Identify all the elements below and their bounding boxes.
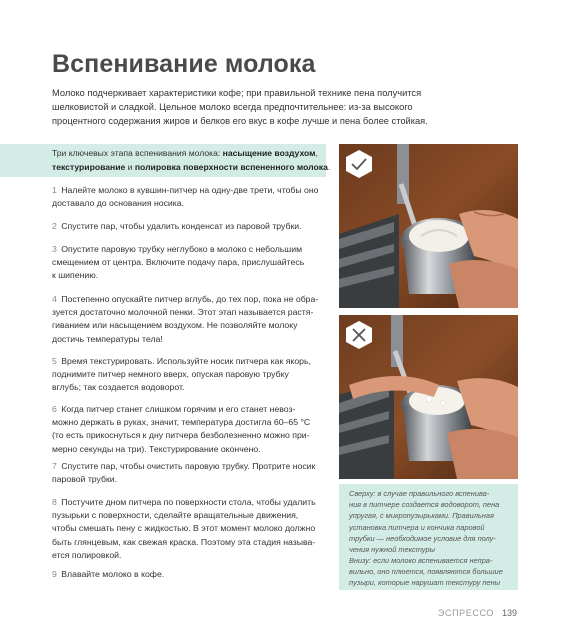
step-text: Время текстурировать. Используйте носик питчера как якорь, bbox=[61, 356, 311, 366]
step-line bbox=[52, 243, 337, 256]
step-text: (то есть прикоснуться к дну питчера безболезненно можно при- bbox=[52, 430, 310, 441]
callout-period: . bbox=[327, 161, 331, 172]
step-line bbox=[52, 368, 337, 381]
step-item bbox=[52, 403, 337, 456]
step-number: 9 bbox=[52, 569, 57, 579]
step-line bbox=[52, 460, 337, 473]
caption-line: пузыри, которые нарушат текстуру пены bbox=[349, 578, 501, 588]
page-number: 139 bbox=[501, 608, 517, 618]
step-line bbox=[52, 333, 337, 346]
caption-bottom bbox=[349, 555, 514, 589]
step-text: Опустите паровую трубку неглубоко в молоко с небольшим bbox=[61, 244, 303, 254]
step-number: 5 bbox=[52, 356, 57, 366]
step-text: пузырьки с поверхности, сделайте вращательные движения, bbox=[52, 510, 299, 521]
caption-line: Внизу: если молоко вспенивается непра- bbox=[349, 556, 493, 565]
step-item bbox=[52, 568, 337, 581]
step-line bbox=[52, 293, 337, 306]
step-line bbox=[52, 319, 337, 332]
step-text: Спустите пар, чтобы очистить паровую трубку. Протрите носик bbox=[61, 461, 316, 471]
step-line bbox=[52, 496, 337, 509]
step-line bbox=[52, 549, 337, 562]
step-line bbox=[52, 269, 337, 282]
step-line bbox=[52, 536, 337, 549]
step-item bbox=[52, 293, 337, 346]
step-text: поднимите питчер немного вверх, опуская паровую трубку bbox=[52, 369, 289, 380]
step-line bbox=[52, 306, 337, 319]
step-item bbox=[52, 460, 337, 486]
step-text: зуется достаточно молочной пенки. Этот этап называется растя- bbox=[52, 307, 314, 318]
callout-term-aeration: насыщение воздухом bbox=[222, 148, 316, 158]
step-line bbox=[52, 220, 337, 233]
callout-term-polishing: полировка поверхности вспененного молока bbox=[134, 161, 328, 172]
step-text: смещением от центра. Включите подачу пара, прислушайтесь bbox=[52, 257, 305, 268]
step-line bbox=[52, 197, 337, 210]
step-line bbox=[52, 256, 337, 269]
step-text: можно держать в руках, значит, температура достигла 60–65 °С bbox=[52, 417, 311, 428]
step-line bbox=[52, 568, 337, 581]
step-line bbox=[52, 509, 337, 522]
step-text: вглубь; так создается водоворот. bbox=[52, 382, 185, 393]
step-number: 8 bbox=[52, 497, 57, 507]
step-number: 2 bbox=[52, 221, 57, 231]
intro-line: Молоко подчеркивает характеристики кофе; при правильной технике пена получится bbox=[52, 88, 422, 98]
caption-top bbox=[349, 488, 514, 555]
step-line bbox=[52, 355, 337, 368]
step-number: 7 bbox=[52, 461, 57, 471]
callout-comma: , bbox=[315, 148, 318, 158]
step-line bbox=[52, 473, 337, 486]
callout-and: и bbox=[125, 161, 135, 172]
step-text: ется полировкой. bbox=[52, 549, 122, 560]
step-item bbox=[52, 355, 337, 395]
photo-incorrect-frothing bbox=[339, 315, 518, 479]
step-line bbox=[52, 443, 337, 456]
key-stages-callout bbox=[52, 147, 382, 174]
section-name: ЭСПРЕССО bbox=[437, 608, 494, 618]
step-item bbox=[52, 220, 337, 233]
step-text: Спустите пар, чтобы удалить конденсат из паровой трубки. bbox=[61, 221, 302, 231]
step-line bbox=[52, 381, 337, 394]
step-number: 6 bbox=[52, 404, 57, 414]
step-item bbox=[52, 243, 337, 283]
step-text: к шипению. bbox=[52, 270, 99, 281]
step-item bbox=[52, 184, 337, 210]
intro-paragraph bbox=[52, 86, 427, 128]
step-line bbox=[52, 403, 337, 416]
check-icon bbox=[344, 149, 374, 179]
step-text: паровой трубки. bbox=[52, 474, 118, 485]
step-text: доставало до основания носика. bbox=[52, 198, 185, 209]
callout-term-texturing: текстурирование bbox=[52, 161, 126, 172]
caption-line: Сверху: в случае правильного вспенива- bbox=[349, 489, 490, 498]
page-footer bbox=[438, 608, 517, 618]
caption-line: вильно, оно плюется, появляются большие bbox=[349, 567, 503, 577]
step-line bbox=[52, 184, 337, 197]
intro-line: процентного содержания жиров и белков его вкус в кофе лучше и пена более стойкая. bbox=[52, 116, 428, 126]
step-text: Когда питчер станет слишком горячим и его станет невоз- bbox=[61, 404, 296, 414]
step-line bbox=[52, 522, 337, 535]
step-text: Налейте молоко в кувшин-питчер на одну-две трети, чтобы оно bbox=[61, 185, 319, 195]
caption-line: ния в питчере создается водоворот, пена bbox=[349, 500, 500, 510]
caption-line: установка питчера и кончика паровой bbox=[349, 522, 485, 532]
step-line bbox=[52, 416, 337, 429]
photo-correct-frothing bbox=[339, 144, 518, 308]
step-number: 1 bbox=[52, 185, 57, 195]
step-line bbox=[52, 429, 337, 442]
step-text: достичь температуры тела! bbox=[52, 333, 163, 344]
callout-lead: Три ключевых этапа вспенивания молока: bbox=[52, 148, 223, 158]
step-text: мерно секунды на три). Текстурирование окончено. bbox=[52, 443, 261, 454]
intro-line: шелковистой и сладкой. Цельное молоко всегда предпочтительнее: из-за высокого bbox=[52, 102, 413, 112]
step-text: гиванием или насыщением воздухом. Не позволяйте молоку bbox=[52, 320, 298, 331]
step-text: Постучите дном питчера по поверхности стола, чтобы удалить bbox=[61, 497, 316, 507]
caption-line: трубки — необходимое условие для полу- bbox=[349, 533, 496, 543]
step-text: Постепенно опускайте питчер вглубь, до тех пор, пока не обра- bbox=[61, 294, 319, 304]
step-text: Влавайте молоко в кофе. bbox=[61, 569, 165, 579]
cross-icon bbox=[344, 320, 374, 350]
step-text: чтобы смешать пену с жидкостью. В этот момент молоко должно bbox=[52, 523, 316, 534]
caption-line: упругая, с микропузырьками. Правильная bbox=[349, 511, 494, 521]
step-item bbox=[52, 496, 337, 562]
step-text: быть глянцевым, как свежая краска. Поэтому эта стадия называ- bbox=[52, 536, 316, 547]
page-title: Вспенивание молока bbox=[52, 50, 316, 78]
step-number: 4 bbox=[52, 294, 57, 304]
step-number: 3 bbox=[52, 244, 57, 254]
caption-line: чения нужной текстуры bbox=[349, 545, 435, 555]
